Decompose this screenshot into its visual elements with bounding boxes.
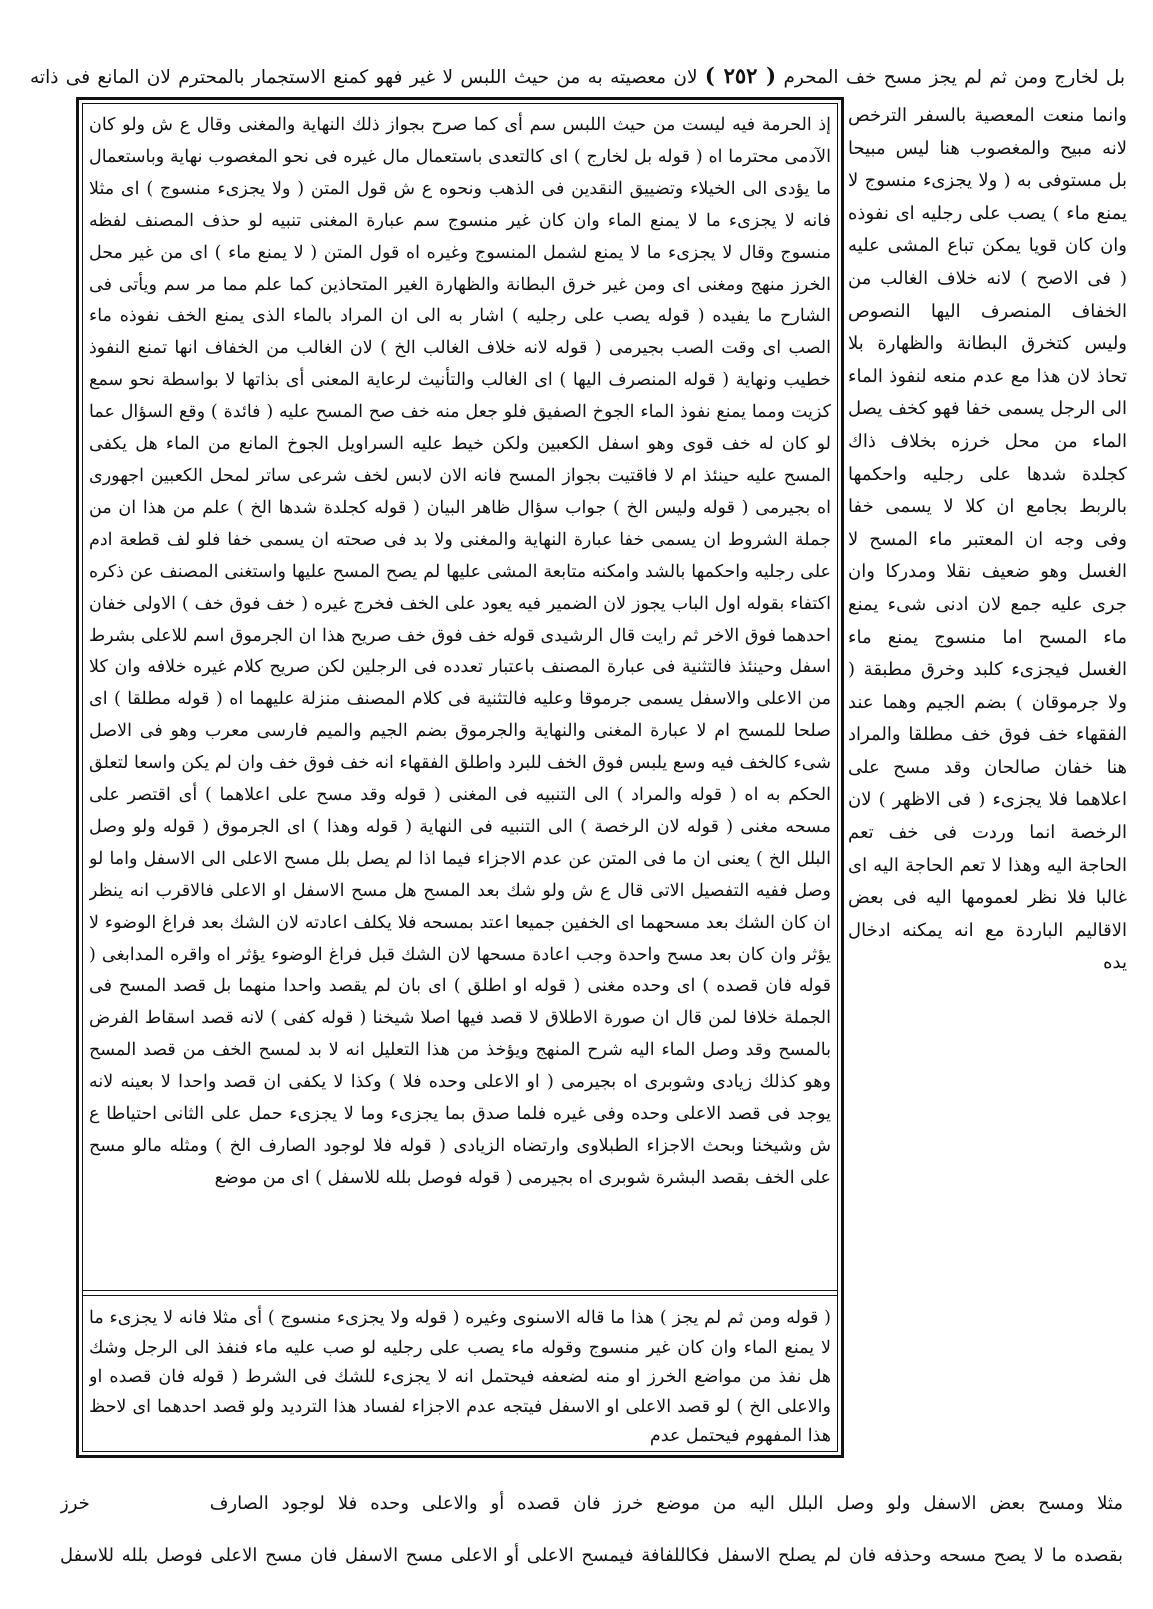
commentary-frame	[76, 97, 844, 1458]
side-column-text: وانما منعت المعصية بالسفر الترخص لانه مبيح والمغصوب هنا ليس مبيحا بل مستوفى به ( ولا يجزىء منسوج لا يمنع ماء ) يصب على رجليه اى نفوذه وان كان قويا يمكن تباع المشى عليه ( فى الاصح ) لانه خلاف الغالب من الخفاف المنصرف اليها النصوص وليس كتخرق البطانة والظهارة بلا تحاذ لان هذا مع عدم منعه لنفوذ الماء الى الرجل يسمى خفا فهو كخف يصل الماء من محل خرزه بخلاف ذاك كجلدة شدها على رجليه واحكمها بالربط بجامع ان كلا لا يسمى خفا وفى وجه ان المعتبر ماء المسح لا الغسل وهو ضعيف نقلا ومدركا وان جرى عليه جمع لان ادنى شىء يمنع ماء المسح اما منسوج يمنع ماء الغسل فيجزىء كلبد وخرق مطبقة ( ولا جرموقان ) بضم الجيم وهما عند الفقهاء خف فوق خف مطلقا والمراد هنا خفان صالحان وقد مسح على اعلاهما فلا يجزىء ( فى الاظهر ) لان الرخصة انما وردت فى خف تعم الحاجة اليه وهذا لا تعم الحاجة اليه اى غالبا فلا نظر لعمومها اليه فى بعض الاقاليم الباردة مع انه يمكنه ادخال يده	[848, 105, 1127, 974]
bottom-lines	[60, 1478, 1123, 1582]
bottom-line-1	[60, 1478, 1123, 1530]
side-column	[848, 100, 1133, 1458]
bottom-line-1-end: خرز	[60, 1493, 90, 1514]
header-right-text: بل لخارج ومن ثم لم يجز مسح خف المحرم	[783, 67, 1125, 88]
section-divider	[82, 1290, 838, 1296]
page-header	[30, 58, 1125, 94]
footnote-section	[89, 1304, 831, 1452]
bottom-line-1-main: مثلا ومسح بعض الاسفل ولو وصل البلل اليه من موضع خرز فان قصده أو والاعلى وحده فلا لوجود الصارف	[209, 1493, 1123, 1514]
main-commentary	[89, 110, 831, 1270]
bottom-line-2: بقصده ما لا يصح مسحه وحذفه فان لم يصلح الاسفل فكاللفافة فيمسح الاعلى أو الاعلى مسح الاسفل فان مسح الاعلى فوصل بلله للاسفل	[60, 1545, 1123, 1566]
main-commentary-text: إذ الحرمة فيه ليست من حيث اللبس سم أى كما صرح بجواز ذلك النهاية والمغنى وقال ع ش ولو كان الآدمى محترما اه ( قوله بل لخارج ) اى كالتعدى باستعمال مال غيره فى نحو المغصوب نهاية وباستعمال ما يؤدى الى الخيلاء وتضييق النقدين فى الذهب ونحوه ع ش قول المتن ( ولا يجزىء منسوج ) اى مثلا فانه لا يجزىء ما لا يمنع الماء وان كان غير منسوج سم عبارة المغنى تنبيه لو حذف المصنف لفظه منسوج وقال لا يجزىء ما لا يمنع لشمل المنسوج وغيره اه قول المتن ( لا يمنع ماء ) اى من غير محل الخرز منهج ومغنى اى ومن غير خرق البطانة والظهارة الغير المتحاذين كما علم مما مر سم ويأتى فى الشارح ما يفيده ( قوله يصب على رجليه ) اشار به الى ان المراد بالماء الذى يمنع الخف نفوذه ماء الصب اى وقت الصب بجيرمى ( قوله لانه خلاف الغالب الخ ) لان الغالب من الخفاف انها تمنع النفوذ خطيب ونهاية ( قوله المنصرف اليها ) اى الغالب والتأنيث لرعاية المعنى أى بذاتها لا بواسطة نحو سمع كزيت ومما يمنع نفوذ الماء الجوخ الصفيق فلو جعل منه خف صح المسح عليه ( فائدة ) وقع السؤال عما لو كان له خف قوى وهو اسفل الكعبين ولكن خيط عليه السراويل الجوخ المانع من الماء هل يكفى المسح عليه حينئذ ام لا فاقتيت بجواز المسح فانه الان لابس لخف شرعى ساتر لمحل الكعبين اجهورى اه بجيرمى ( قوله وليس الخ ) جواب سؤال ظاهر البيان ( قوله كجلدة شدها الخ ) علم من هذا ان من جملة الشروط ان يسمى خفا عبارة النهاية والمغنى ولا بد فى صحته ان يسمى خفا فلو لف قطعة ادم على رجليه واحكمها بالشد وامكنه متابعة المشى عليها لم يصح المسح عليها واستغنى المصنف عن ذكره اكتفاء بقوله اول الباب يجوز لان الضمير فيه يعود على الخف فخرج غيره ( خف فوق خف ) الاولى خفان احدهما فوق الاخر ثم رايت قال الرشيدى قوله خف فوق خف صريح هذا ان الجرموق اسم للاعلى بشرط اسفل وحينئذ فالتثنية فى عبارة المصنف باعتبار تعدده فى الرجلين لكن صريح كلام غيره خلافه وان كلا من الاعلى والاسفل يسمى جرموقا وعليه فالتثنية فى كلام المصنف منزلة عليهما اه ( قوله مطلقا ) اى صلحا للمسح ام لا عبارة المغنى والنهاية والجرموق بضم الجيم والميم فارسى معرب وهو فى الاصل شىء كالخف فيه وسع يلبس فوق الخف للبرد واطلق الفقهاء انه خف فوق خف وان لم يكن واسعا لتعلق الحكم به اه ( قوله والمراد ) الى التنبيه فى المغنى ( قوله وقد مسح على اعلاهما ) أى اقتصر على مسحه مغنى ( قوله لان الرخصة ) الى التنبيه فى النهاية ( قوله وهذا ) اى الجرموق ( قوله ولو وصل البلل الخ ) يعنى ان ما فى المتن عن عدم الاجزاء فيما اذا لم يصل بلل مسح الاعلى الى الاسفل واما لو وصل ففيه التفصيل الاتى قال ع ش ولو شك بعد المسح هل مسح الاسفل او الاعلى فالاقرب انه ينظر ان كان الشك بعد مسحهما اى الخفين جميعا اعتد بمسحه فلا يكلف اعادته لان الشك بعد فراغ الوضوء لا يؤثر وان كان بعد مسح واحدة وجب اعادة مسحها لان الشك قبل فراغ الوضوء يؤثر اه واقره المدابغى ( قوله فان قصده ) اى وحده مغنى ( قوله او اطلق ) اى بان لم يقصد واحدا منهما بل قصد المسح فى الجملة خلافا لمن قال ان صورة الاطلاق لا قصد فيها اصلا شيخنا ( قوله كفى ) لانه قصد اسقاط الفرض بالمسح وقد وصل الماء اليه شرح المنهج ويؤخذ من هذا التعليل انه لا بد لمسح الخف من قصد المسح وهو كذلك زيادى وشوبرى اه بجيرمى ( او الاعلى وحده فلا ) وكذا لا يكفى ان قصد واحدا لا بعينه لانه يوجد فى قصد الاعلى وحده وفى غيره فلما صدق بما يجزىء وما لا يجزىء حمل على الثانى احتياطا ع ش وشيخنا وبحث الاجزاء الطبلاوى وارتضاه الزيادى ( قوله فلا لوجود الصارف الخ ) ومثله مالو مسح على الخف بقصد البشرة شوبرى اه بجيرمى ( قوله فوصل بلله للاسفل ) اى من موضع	[89, 115, 831, 1188]
header-left-text: لان معصيته به من حيث اللبس لا غير فهو كمنع الاستجمار بالمحترم لان المانع فى ذاته	[30, 67, 698, 88]
footnote-text: ( قوله ومن ثم لم يجز ) هذا ما قاله الاسنوى وغيره ( قوله ولا يجزىء منسوج ) أى مثلا فانه لا يجزىء ما لا يمنع الماء وان كان غير منسوج وقوله ماء يصب على رجليه لو صب عليه ماء فنفذ الى الرجل وشك هل نفذ من مواضع الخرز او منه لضعفه فيحتمل انه لا يجزىء للشك فى الشرط ( قوله فان قصده او والاعلى الخ ) لو قصد الاعلى او الاسفل فيتجه عدم الاجزاء لفساد هذا الترديد ولو قصد احدهما اى لاحظ هذا المفهوم فيحتمل عدم	[89, 1308, 831, 1446]
page-number: ( ٢٥٢ )	[704, 63, 777, 88]
